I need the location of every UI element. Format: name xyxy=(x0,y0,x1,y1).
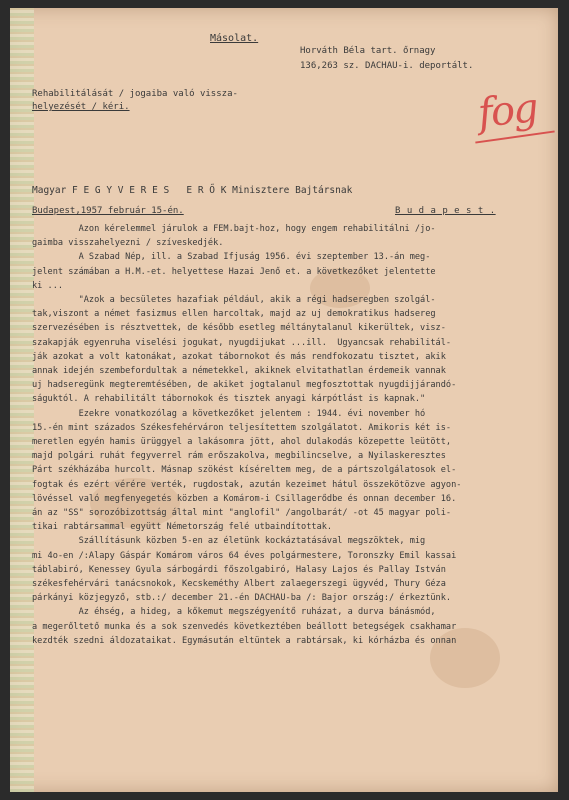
body-line: szervezésében is résztvettek, de később esetleg méltánytalanul kikerültek, visz- xyxy=(32,323,446,334)
body-line: Párt székházába hurcolt. Másnap szökést kíséreltem meg, de a pártszolgálatosok el- xyxy=(32,465,457,476)
body-line: gaimba visszahelyezni / szíveskedjék. xyxy=(32,238,224,249)
body-line: meretlen egyén hamis ürüggyel a lakásomra jött, ahol dulakodás közepette leütött, xyxy=(32,437,452,448)
document-title: Másolat. xyxy=(210,33,259,44)
city-line: B u d a p e s t . xyxy=(395,206,496,216)
body-line: annak idején szembefordultak a németekkel, akiknek elvitathatlan érdemeik vannak xyxy=(32,366,446,377)
body-line: Szállításunk közben 5-en az életünk kockáztatásával megszöktek, mig xyxy=(32,536,426,547)
paper-edge xyxy=(10,8,34,792)
body-line: tak,viszont a német fasizmus ellen harcoltak, majd az uj demokratikus hadsereg xyxy=(32,309,436,320)
body-line: táblabiró, Kenessey Gyula sárbogárdi főszolgabiró, Halasy Lajos és Pallay István xyxy=(32,564,446,575)
addressee: Magyar F E G Y V E R E S E R Ő K Minisztere Bajtársnak xyxy=(32,185,353,196)
body-line: a megerőltető munka és a sok szenvedés következtében beállott betegségek csakhamar xyxy=(32,621,457,632)
subject-line-2: helyezését / kéri. xyxy=(32,102,130,112)
body-line: lövéssel való megfenyegetés közben a Komárom-i Csillagerődbe és onnan december 16. xyxy=(32,493,457,504)
body-line: Az éhség, a hideg, a kőkemut megszégyenítő ruházat, a durva bánásmód, xyxy=(32,607,436,618)
body-line: tikai rabtársammal együtt Németország felé utbaindítottak. xyxy=(32,522,333,533)
body-line: 15.-én mint százados Székesfehérváron teljesítettem szolgálatot. Amikoris két is- xyxy=(32,422,452,433)
body-line: mi 4o-en /:Alapy Gáspár Komárom város 64 éves polgármestere, Toronszky Emil kassai xyxy=(32,550,457,561)
handwritten-annotation: fog xyxy=(475,85,539,137)
sender-line-1: Horváth Béla tart. őrnagy xyxy=(300,46,436,56)
body-line: uj hadseregünk megteremtésében, de akiket jogtalanul megfosztottak nyugdijjárandó- xyxy=(32,380,457,391)
body-line: ják azokat a volt katonákat, azokat tábornokot és más rendfokozatu tisztet, akik xyxy=(32,351,446,362)
body-line: án az "SS" sorozóbizottság által mint "anglofil" /angolbarát/ -ot 45 magyar poli- xyxy=(32,508,452,519)
body-line: majd polgári ruhát fegyverrel rám erőszakolva, megbilincselve, a Nyilaskeresztes xyxy=(32,451,446,462)
letter-body xyxy=(32,222,552,648)
body-line: Azon kérelemmel járulok a FEM.bajt-hoz, hogy engem rehabilitálni /jo- xyxy=(32,224,436,234)
subject-line-1: Rehabilitálását / jogaiba való vissza- xyxy=(32,89,238,99)
body-line: ságuktól. A rehabilitált tábornokok és tisztek anyagi kárpótlást is kapnak." xyxy=(32,394,426,405)
body-line: A Szabad Nép, ill. a Szabad Ifjuság 1956. évi szeptember 13.-án meg- xyxy=(32,252,431,263)
body-line: jelent számában a H.M.-et. helyettese Hazai Jenő et. a következőket jelentette xyxy=(32,266,436,277)
body-line: székesfehérvári tanácsnokok, Kecskeméthy Albert zalaegerszegi ügyvéd, Thury Géza xyxy=(32,579,446,590)
body-line: "Azok a becsületes hazafiak például, akik a régi hadseregben szolgál- xyxy=(32,295,436,306)
body-line: kezdték szedni áldozataikat. Egymásután eltüntek a rabtársak, ki kórházba és onnan xyxy=(32,635,457,646)
body-line: Ezekre vonatkozólag a következőket jelentem : 1944. évi november hó xyxy=(32,408,426,419)
date-line: Budapest,1957 február 15-én. xyxy=(32,206,184,216)
document-page xyxy=(10,8,558,792)
sender-line-2: 136,263 sz. DACHAU-i. deportált. xyxy=(300,61,474,71)
body-line: szakapják egyenruha viselési jogukat, nyugdijukat ...ill. Ugyancsak rehabilitál- xyxy=(32,337,452,348)
body-line: ki ... xyxy=(32,280,64,291)
body-line: párkányi közjegyző, stb.:/ december 21.-én DACHAU-ba /: Bajor ország:/ érkeztünk. xyxy=(32,593,452,604)
body-line: fogtak és ezért vérére verték, rugdostak, azután kezeimet hátul összekötözve agyon- xyxy=(32,479,462,490)
